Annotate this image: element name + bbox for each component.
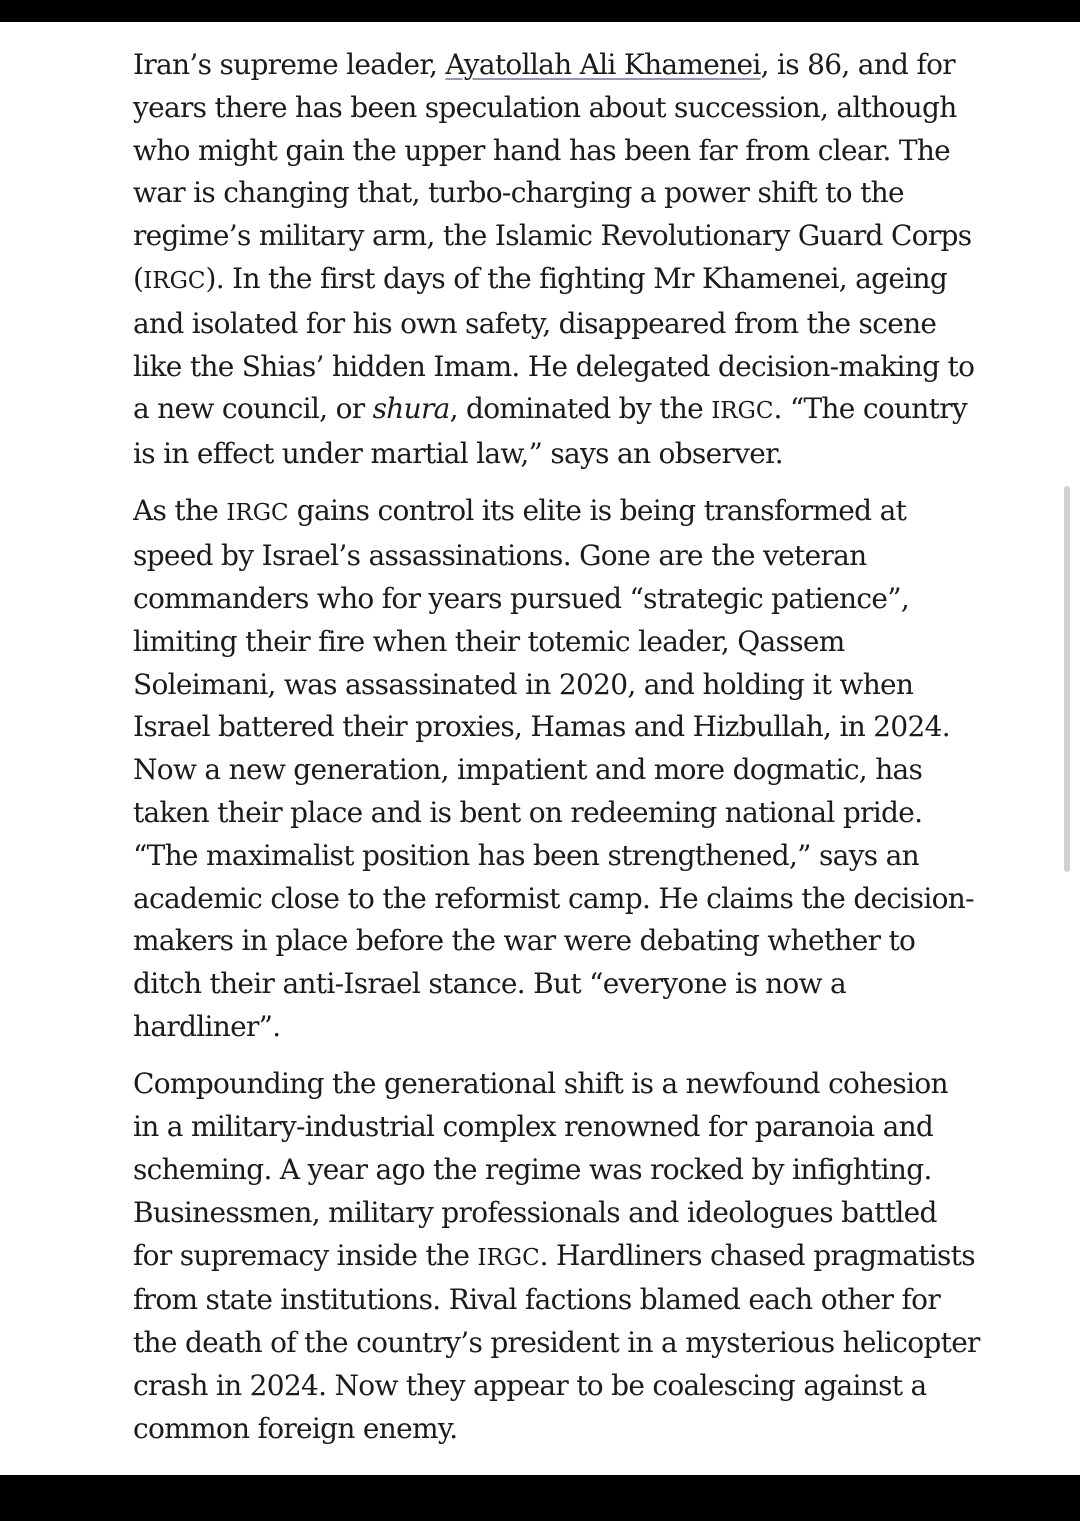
bottom-navigation-bar xyxy=(0,1475,1080,1521)
text-line xyxy=(133,130,963,173)
text-segment: in a military-industrial complex renowned for paranoia and xyxy=(133,1110,934,1144)
text-segment: “The maximalist position has been strengthened,” says an xyxy=(133,838,919,872)
text-segment: hardliner”. xyxy=(133,1010,281,1044)
text-segment: for supremacy inside the xyxy=(133,1238,478,1272)
text-line xyxy=(133,878,974,921)
text-line xyxy=(133,749,963,792)
text-segment: . Hardliners chased pragmatists xyxy=(539,1238,975,1272)
acronym: IRGC xyxy=(711,398,774,425)
text-segment: ( xyxy=(133,261,144,295)
text-segment: Now a new generation, impatient and more dogmatic, has xyxy=(133,753,923,787)
text-segment: As the xyxy=(133,494,227,528)
acronym: IRGC xyxy=(226,500,289,527)
text-segment: who might gain the upper hand has been far from clear. The xyxy=(133,133,951,167)
text-line xyxy=(133,1235,975,1280)
text-line xyxy=(133,1279,963,1322)
text-line xyxy=(133,1322,980,1365)
text-line xyxy=(133,433,963,476)
text-segment: war is changing that, turbo-charging a power shift to the xyxy=(133,176,904,210)
text-line xyxy=(133,1063,963,1106)
text-line xyxy=(133,1365,963,1408)
text-line xyxy=(133,215,972,258)
text-line xyxy=(133,963,963,1006)
text-segment: limiting their fire when their totemic leader, Qassem xyxy=(133,624,845,658)
text-line xyxy=(133,706,963,749)
text-segment: commanders who for years pursued “strategic patience”, xyxy=(133,582,910,616)
text-line xyxy=(133,172,963,215)
text-line xyxy=(133,1149,963,1192)
text-segment: years there has been speculation about succession, although xyxy=(133,90,957,124)
text-segment: makers in place before the war were debating whether to xyxy=(133,924,916,958)
text-segment: , is 86, and for xyxy=(760,48,955,81)
article-paragraph xyxy=(133,44,975,476)
text-segment: ). In the first days of the fighting Mr Khamenei, ageing xyxy=(205,261,948,295)
person-link[interactable]: Ayatollah Ali Khamenei xyxy=(445,48,761,81)
text-segment: from state institutions. Rival factions blamed each other for xyxy=(133,1283,941,1317)
text-segment: ditch their anti-Israel stance. But “everyone is now a xyxy=(133,967,847,1001)
text-segment: taken their place and is bent on redeeming national pride. xyxy=(133,796,923,830)
text-line xyxy=(133,490,963,535)
text-line xyxy=(133,346,975,389)
text-segment: speed by Israel’s assassinations. Gone are the veteran xyxy=(133,539,867,573)
text-segment: scheming. A year ago the regime was rocked by infighting. xyxy=(133,1152,932,1186)
text-line xyxy=(133,1106,963,1149)
text-line xyxy=(133,303,963,346)
text-segment: a new council, or xyxy=(133,392,373,426)
text-line xyxy=(133,920,963,963)
italic-term: shura xyxy=(372,392,450,426)
text-line xyxy=(133,388,967,433)
text-segment: . “The country xyxy=(773,392,967,426)
text-line xyxy=(133,578,963,621)
text-segment: is in effect under martial law,” says an observer. xyxy=(133,437,783,471)
text-segment: the death of the country’s president in a mysterious helicopter xyxy=(133,1326,980,1360)
text-segment: common foreign enemy. xyxy=(133,1411,458,1445)
text-line xyxy=(133,621,963,664)
text-segment: , dominated by the xyxy=(449,392,712,426)
acronym: IRGC xyxy=(143,267,206,294)
scrollbar-thumb[interactable] xyxy=(1064,486,1070,872)
article-paragraph xyxy=(133,1063,980,1450)
text-line xyxy=(133,87,963,130)
text-line xyxy=(133,664,963,707)
text-line xyxy=(133,792,963,835)
text-line xyxy=(133,258,963,303)
text-line xyxy=(133,44,963,87)
text-segment: and isolated for his own safety, disappeared from the scene xyxy=(133,306,937,340)
text-segment: regime’s military arm, the Islamic Revolutionary Guard Corps xyxy=(133,219,972,253)
text-segment: Israel battered their proxies, Hamas and Hizbullah, in 2024. xyxy=(133,710,950,744)
text-line xyxy=(133,1192,963,1235)
article-body xyxy=(133,44,980,1451)
text-line xyxy=(133,835,963,878)
text-line xyxy=(133,1006,963,1049)
text-segment: Iran’s supreme leader, xyxy=(133,48,446,81)
text-segment: Compounding the generational shift is a newfound cohesion xyxy=(133,1067,948,1101)
text-line xyxy=(133,1408,963,1451)
text-segment: Soleimani, was assassinated in 2020, and holding it when xyxy=(133,667,914,701)
text-segment: like the Shias’ hidden Imam. He delegated decision-making to xyxy=(133,349,975,383)
article-paragraph xyxy=(133,490,974,1048)
acronym: IRGC xyxy=(477,1244,540,1271)
top-status-bar xyxy=(0,0,1080,22)
text-line xyxy=(133,535,963,578)
text-segment: gains control its elite is being transformed at xyxy=(288,494,907,528)
text-segment: Businessmen, military professionals and ideologues battled xyxy=(133,1195,937,1229)
text-segment: crash in 2024. Now they appear to be coalescing against a xyxy=(133,1368,927,1402)
text-segment: academic close to the reformist camp. He claims the decision- xyxy=(133,881,974,915)
